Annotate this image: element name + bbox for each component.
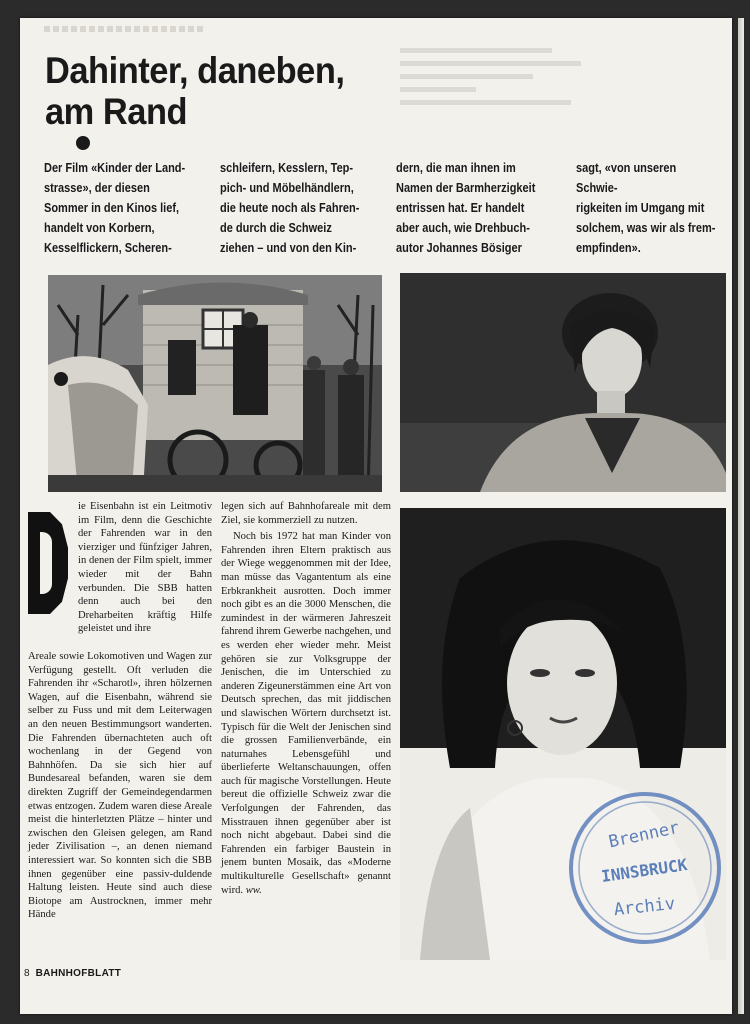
stamp-line-1: Brenner bbox=[606, 817, 682, 853]
page-edge bbox=[738, 18, 744, 1014]
body-column-1-bottom: Areale sowie Lokomotiven und Wagen zur Verfügung gestellt. Oft verluden die Fahrenden ihr «Scharotl», ihren hölzernen Wagen, auf die Eisenbahn, während sie selber zu Fuss und mit dem Leiterwagen an den neuen Bestimmungsort wanderten. Die Fahrenden übernachteten auch oft wochenlang in der Gegend von Bahnhöfen. Da sie sich hier auf Bundesareal befanden, waren sie dem direkten Zugriff der Gemeindegendarmen etwas entzogen. Zudem waren diese Areale meist die hinterletzten Plätze – hinter und zwischen den Gleisen gelegen, am Rand jeder Zivilisation –, an denen niemand interessiert war. So konnten sich die SBB ihnen gegenüber eine passiv-duldende Haltung leisten. Heute sind auch diese Biotope am Austrocknen, immer mehr Hände bbox=[28, 651, 212, 921]
publication-name: BAHNHOFBLATT bbox=[35, 968, 122, 979]
page-footer bbox=[24, 968, 121, 979]
author-signature: ww. bbox=[245, 884, 262, 896]
photo-woman-portrait-1 bbox=[400, 273, 726, 492]
running-header-ghost bbox=[44, 26, 204, 32]
show-through-text bbox=[400, 48, 590, 118]
body-column-2 bbox=[221, 500, 391, 900]
hole-punch bbox=[54, 372, 68, 386]
hole-punch bbox=[76, 136, 90, 150]
archive-stamp bbox=[565, 788, 725, 948]
stamp-line-3: Archiv bbox=[612, 893, 677, 921]
page-number: 8 bbox=[24, 968, 30, 979]
lede-col-2: schleifern, Kesslern, Tep- pich- und Möbelhändlern, die heute noch als Fahren- de durch die Schweiz ziehen – und von den Kin- bbox=[220, 161, 360, 255]
article-title: Dahinter, daneben, am Rand bbox=[45, 50, 345, 132]
lede-col-1: Der Film «Kinder der Land- strasse», der diesen Sommer in den Kinos lief, handelt von Korbern, Kesselflickern, Scheren- bbox=[44, 161, 186, 255]
stamp-line-2: INNSBRUCK bbox=[599, 855, 689, 886]
magazine-page bbox=[20, 18, 732, 1014]
lede-col-3: dern, die man ihnen im Namen der Barmherzigkeit entrissen hat. Er handelt aber auch, wie Drehbuch- autor Johannes Bösiger bbox=[396, 161, 536, 255]
photo-caravan-scene bbox=[48, 275, 382, 492]
body-paragraph-2-text: Noch bis 1972 hat man Kinder von Fahrenden ihren Eltern praktisch aus der Wiege weggenommen mit der Idee, man müsse das Vagantentum als eine Erbkrankheit ausrotten. Doch immer noch gibt es an die 3000 Menschen, die zumindest in der wärmeren Jahreszeit fahrend ihrem Gewerbe nachgehen, und es werden eher wieder mehr. Meist gehören sie zur Volksgruppe der Jenischen, die im Unterschied zu anderen Zigeunerstämmen eine Art von Deutsch sprechen, das mit jiddischen und slawischen Wörtern durchsetzt ist. Typisch für die Welt der Jenischen sind die grossen Familienverbände, ein naturnahes Lebensgefühl und überlieferte Weltanschauungen, offen auch für magische Vorstellungen. Heute bereut die offizielle Schweiz zwar die Verfolgungen der Fahrenden, das Misstrauen ihnen gegenüber aber ist noch nicht abgebaut. Dabei sind die Fahrenden ein farbiger Baustein in jenem bunten Mosaik, das «Moderne multikulturelle Gesellschaft» genannt wird. bbox=[221, 531, 391, 896]
body-paragraph-2 bbox=[221, 530, 391, 897]
body-column-1-top: ie Eisenbahn ist ein Leitmotiv im Film, denn die Geschichte der Fahrenden war in den vierziger und fünfziger Jahren, in denen der Film spielt, immer wieder mit der Bahn verbunden. Die SBB hatten denn auch bei den Dreharbeiten kräftig Hilfe geleistet und ihre bbox=[78, 501, 212, 635]
lede-col-4: sagt, «von unseren Schwie- rigkeiten im Umgang mit solchem, was wir als frem- empfinden». bbox=[576, 161, 716, 255]
drop-cap-d bbox=[28, 512, 68, 614]
body-paragraph-1: legen sich auf Bahnhofareale mit dem Ziel, sie kommerziell zu nutzen. bbox=[221, 501, 391, 526]
